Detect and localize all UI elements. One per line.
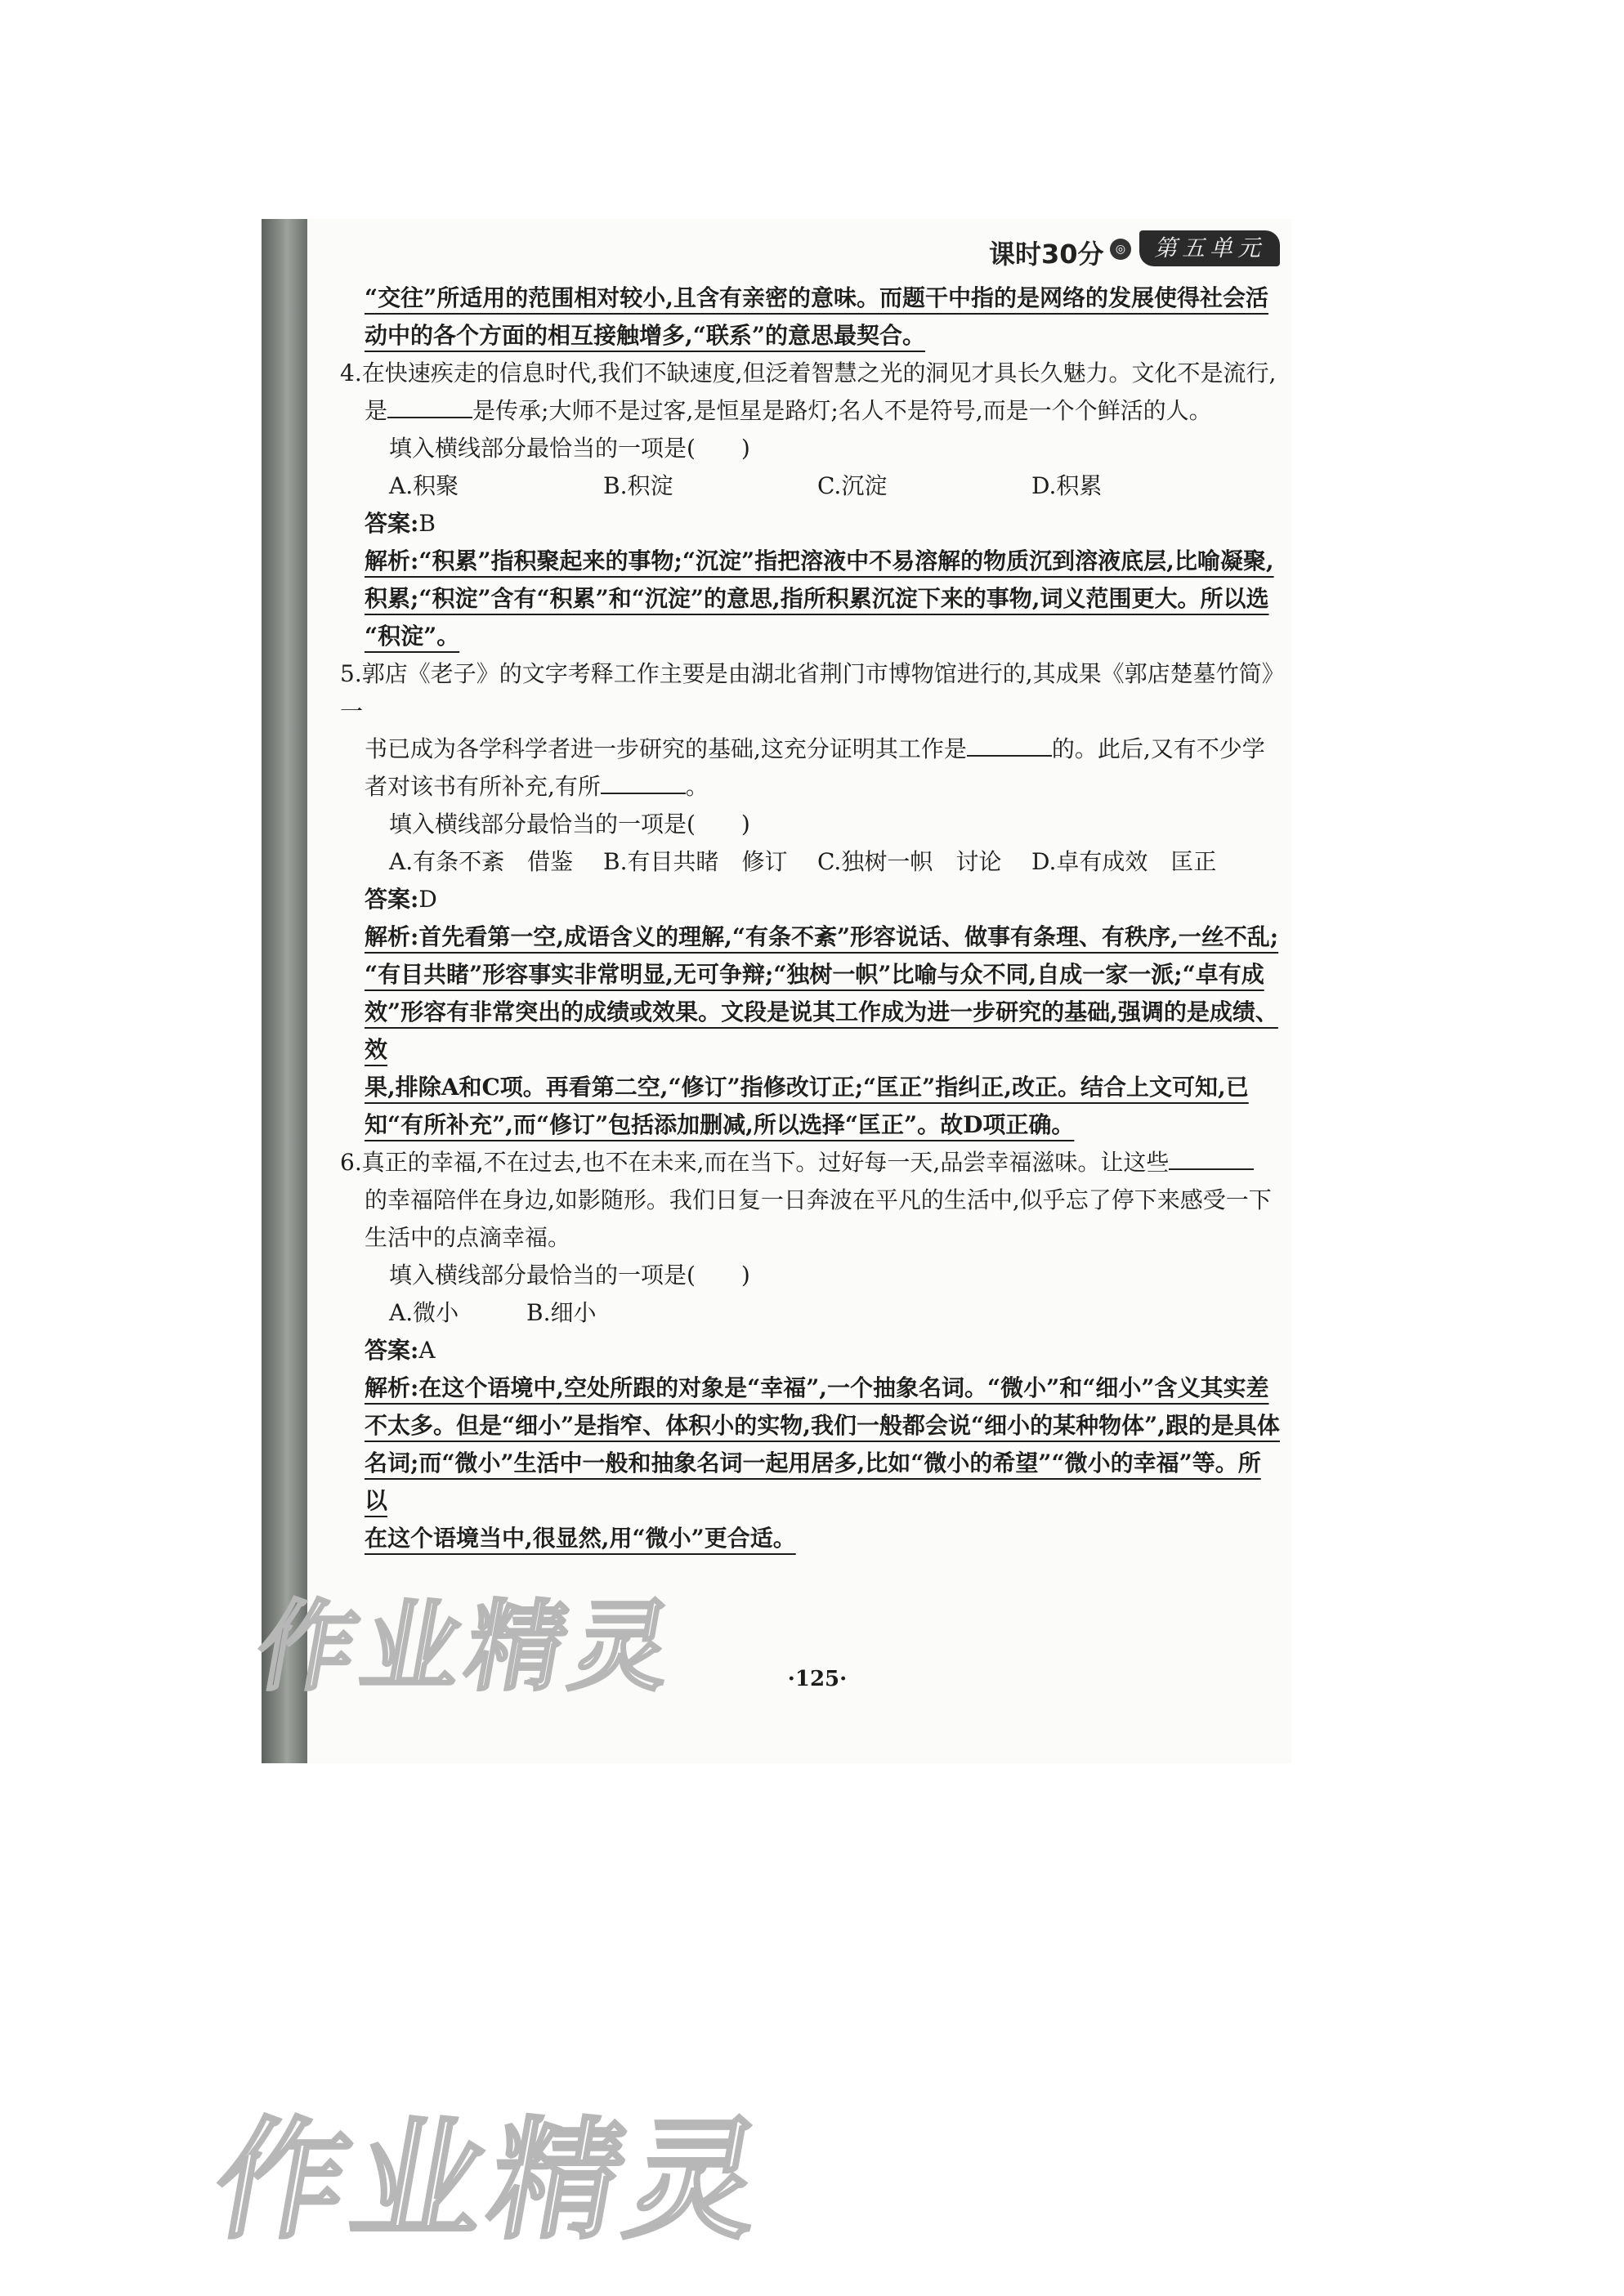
q4-analysis-line: 积累;“积淀”含有“积累”和“沉淀”的意思,指所积累沉淀下来的事物,词义范围更大。所以选 [365,585,1269,612]
q5-option-b: B.有目共睹 修订 [603,848,788,875]
page-number: ·125· [787,1667,848,1691]
q4-prompt: 填入横线部分最恰当的一项是( ) [389,435,750,462]
q4-blank [387,392,472,418]
q4-option-c: C.沉淀 [817,472,888,499]
answer-value: D [418,886,437,913]
q6-stem [340,1144,1280,1182]
carryover-analysis-line: “交往”所适用的范围相对较小,且含有亲密的意味。而题干中指的是网络的发展使得社会活 [365,284,1268,311]
answer-value: B [418,510,436,537]
q5-analysis-line: 果,排除A和C项。再看第二空,“修订”指修改订正;“匡正”指纠正,改正。结合上文可知,已 [365,1074,1249,1101]
watermark-logo: 作业精灵 [248,1591,687,1704]
q4-stem-text: 是 [365,397,388,424]
page-header [989,230,1283,268]
q5-analysis-line: 知“有所补充”,而“修订”包括添加删减,所以选择“匡正”。故D项正确。 [365,1111,1075,1138]
q6-answer [365,1332,1280,1369]
q5-blank [967,730,1052,757]
q5-option-c: C.独树一帜 讨论 [817,848,1002,875]
q4-stem: 4.在快速疾走的信息时代,我们不缺速度,但泛着智慧之光的洞见才具长久魅力。文化不是流行, [340,360,1277,386]
book-spine-shadow [262,219,307,1763]
q4-stem-text: 是传承;大师不是过客,是恒星是路灯;名人不是符号,而是一个个鲜活的人。 [472,397,1212,424]
q5-analysis-line: 解析:首先看第一空,成语含义的理解,“有条不紊”形容说话、做事有条理、有秩序,一丝不乱; [365,923,1279,950]
page-content [340,279,1280,1557]
q6-analysis-line: 解析:在这个语境中,空处所跟的对象是“幸福”,一个抽象名词。“微小”和“细小”含义其实差 [365,1374,1269,1401]
brand-label: 课时30分 [989,239,1104,270]
q5-stem [365,730,1280,768]
answer-label: 答案: [365,1337,419,1364]
brand-badge-icon: ◎ [1110,239,1131,260]
answer-label: 答案: [365,886,419,913]
q5-stem: 5.郭店《老子》的文字考释工作主要是由湖北省荆门市博物馆进行的,其成果《郭店楚墓竹简》一 [340,660,1273,725]
q5-prompt: 填入横线部分最恰当的一项是( ) [389,811,750,838]
q5-options [365,843,1280,881]
q5-stem-text: 书已成为各学科学者进一步研究的基础,这充分证明其工作是 [365,735,967,762]
q6-analysis-line: 不太多。但是“细小”是指窄、体积小的实物,我们一般都会说“细小的某种物体”,跟的是具体 [365,1412,1280,1439]
q5-blank [601,768,686,794]
q6-blank [1169,1144,1254,1170]
q4-option-b: B.积淀 [603,472,673,499]
q6-analysis-line: 名词;而“微小”生活中一般和抽象名词一起用居多,比如“微小的希望”“微小的幸福”等。所以 [365,1450,1261,1514]
answer-value: A [418,1337,436,1364]
q6-option-b: B.细小 [526,1299,597,1326]
q4-options [365,467,1280,505]
q4-analysis-line: 解析:“积累”指积聚起来的事物;“沉淀”指把溶液中不易溶解的物质沉到溶液底层,比喻凝聚, [365,547,1274,574]
q4-analysis-line: “积淀”。 [365,623,460,650]
carryover-analysis-line: 动中的各个方面的相互接触增多,“联系”的意思最契合。 [365,322,925,349]
q4-option-a: A.积聚 [389,472,459,499]
q6-stem: 生活中的点滴幸福。 [365,1224,571,1251]
q4-stem [365,392,1280,430]
q5-stem [365,768,1280,806]
q6-options [365,1294,1280,1332]
q5-option-d: D.卓有成效 匡正 [1031,848,1217,875]
q5-stem-text: 者对该书有所补充,有所 [365,773,601,800]
q6-option-a: A.微小 [389,1299,459,1326]
q5-stem-text: 的。此后,又有不少学 [1051,735,1265,762]
q4-answer [365,505,1280,543]
q5-stem-text: 。 [685,773,709,800]
q6-stem: 的幸福陪伴在身边,如影随形。我们日复一日奔波在平凡的生活中,似乎忘了停下来感受一下 [365,1186,1272,1213]
q5-option-a: A.有条不紊 借鉴 [389,848,574,875]
q5-analysis-line: 效”形容有非常突出的成绩或效果。文段是说其工作成为进一步研究的基础,强调的是成绩、效 [365,998,1278,1063]
watermark-logo: 作业精灵 [204,2104,781,2257]
q5-answer [365,881,1280,918]
q6-prompt: 填入横线部分最恰当的一项是( ) [389,1262,750,1289]
q6-analysis-line: 在这个语境当中,很显然,用“微小”更合适。 [365,1525,796,1552]
answer-label: 答案: [365,510,419,537]
q5-analysis-line: “有目共睹”形容事实非常明显,无可争辩;“独树一帜”比喻与众不同,自成一家一派;“卓有成 [365,961,1264,988]
q4-option-d: D.积累 [1031,472,1103,499]
unit-title: 第五单元 [1139,230,1280,266]
q6-stem-text: 6.真正的幸福,不在过去,也不在未来,而在当下。过好每一天,品尝幸福滋味。让这些 [340,1149,1170,1176]
